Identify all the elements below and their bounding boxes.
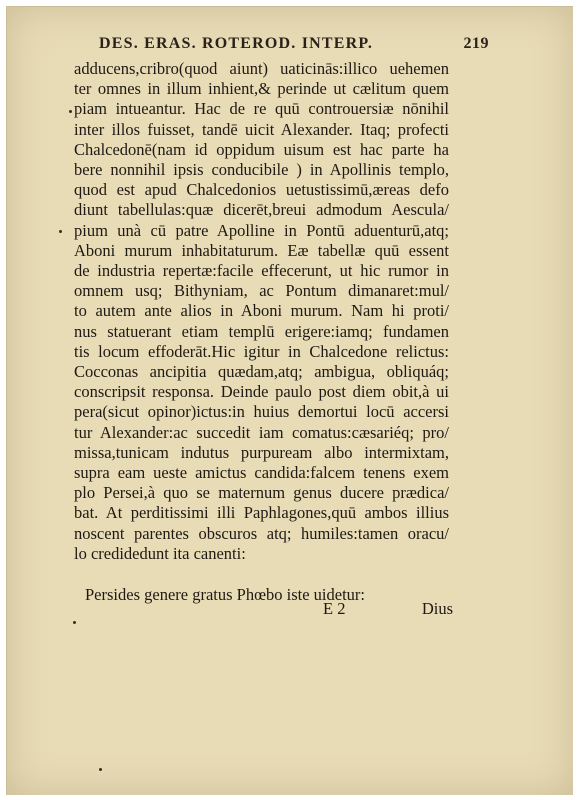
text-line: de industria repertæ:facile effecerunt, ut hic rumor in	[74, 261, 449, 281]
text-line: pium unà cū patre Apolline in Pontū aduenturū,atq;	[74, 220, 449, 240]
body-text	[74, 59, 449, 564]
text-line: plo Persei,à quo se maternum genus ducere prædica/	[74, 483, 449, 503]
text-line: conscripsit responsa. Deinde paulo post diem obit,à ui	[74, 382, 449, 402]
catchword: Dius	[421, 599, 453, 618]
verse-line: Persides genere gratus Phœbo iste uidetur:	[85, 585, 365, 604]
text-line: bere nonnihil ipsis conducibile ) in Apollinis templo,	[74, 160, 449, 180]
text-line: to autem ante alios in Aboni murum. Nam hi proti/	[74, 301, 449, 321]
ink-speck	[59, 230, 62, 233]
text-line: piam intueantur. Hac de re quū controuersiæ nōnihil	[74, 99, 449, 119]
book-page	[6, 6, 573, 795]
text-line: ter omnes in illum inhient,& perinde ut cælitum quem	[74, 79, 449, 99]
text-line: pera(sicut opinor)ictus:in huius demortui locū accersi	[74, 402, 449, 422]
signature-mark: E 2	[323, 599, 346, 618]
text-line: supra eam ueste amictus candida:falcem tenens exem	[74, 463, 449, 483]
running-title: DES. ERAS. ROTEROD. INTERP.	[99, 35, 374, 52]
text-line: Aboni murum inhabitaturum. Eæ tabellæ quū essent	[74, 240, 449, 260]
text-line: missa,tunicam indutus purpuream albo intermixtam,	[74, 442, 449, 462]
text-line: diunt tabellulas:quæ dicerēt,breui admodum Aescula/	[74, 200, 449, 220]
text-line: omnem usq; Bithyniam, ac Pontum dimanaret:mul/	[74, 281, 449, 301]
ink-speck	[69, 110, 72, 113]
text-line: quod est apud Chalcedonios uetustissimū,æreas defo	[74, 180, 449, 200]
page-number: 219	[463, 35, 489, 52]
text-line: adducens,cribro(quod aiunt) uaticinās:illico uehemen	[74, 59, 449, 78]
text-line: nus statuerant etiam templū erigere:iamq; fundamen	[74, 321, 449, 341]
text-line: Cocconas ancipitia quædam,atq; ambigua, obliquáq;	[74, 362, 449, 382]
running-head	[99, 35, 489, 53]
text-line: Chalcedonē(nam id oppidum uisum est hac parte ha	[74, 139, 449, 159]
text-line: tis locum effoderāt.Hic igitur in Chalcedone relictus:	[74, 341, 449, 361]
text-line: tur Alexander:ac succedit iam comatus:cæsariéq; pro/	[74, 422, 449, 442]
text-line: bat. At perditissimi illi Paphlagones,quū ambos illius	[74, 503, 449, 523]
text-line: lo credidedunt ita canenti:	[74, 543, 246, 563]
ink-speck	[73, 621, 76, 624]
text-line: inter illos fuisset, tandē uicit Alexander. Itaq; profecti	[74, 119, 449, 139]
ink-speck	[99, 768, 102, 771]
text-line: noscent parentes obscuros atq; humiles:tamen oracu/	[74, 523, 449, 543]
